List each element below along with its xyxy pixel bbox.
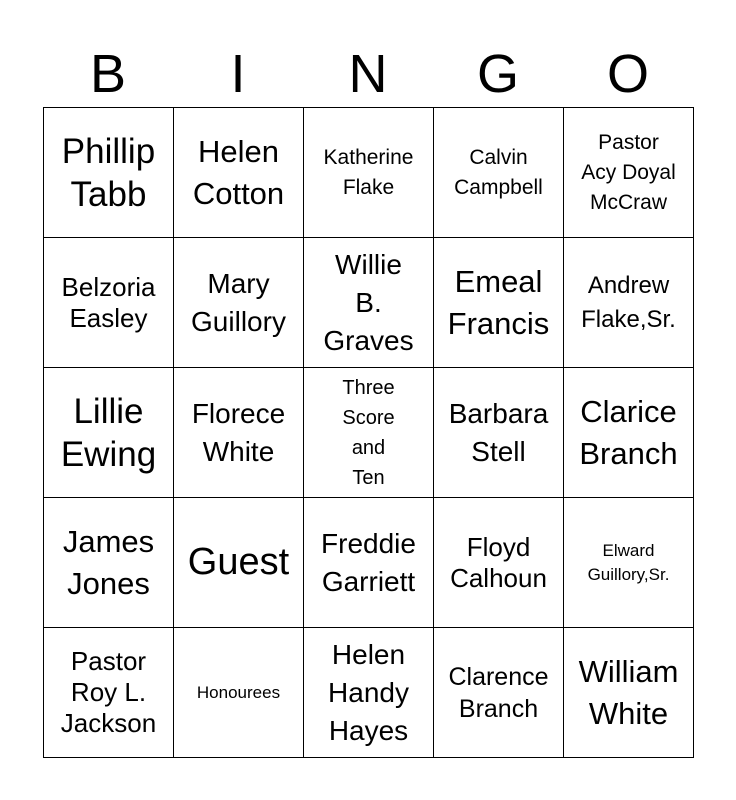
cell-label: Barbara Stell xyxy=(448,397,549,467)
board-row xyxy=(44,108,694,238)
cell-label: Guest xyxy=(187,541,290,583)
bingo-cell xyxy=(174,368,304,498)
board-row xyxy=(44,368,694,498)
bingo-cell xyxy=(434,368,564,498)
bingo-cell xyxy=(564,238,694,368)
cell-label: Emeal Francis xyxy=(447,263,550,341)
cell-label: Phillip Tabb xyxy=(61,131,156,214)
bingo-cell xyxy=(304,108,434,238)
cell-label: Clarice Branch xyxy=(579,393,678,471)
header-letter-b: B xyxy=(89,44,127,104)
cell-label: Andrew Flake,Sr. xyxy=(581,271,676,333)
board-row xyxy=(44,628,694,758)
bingo-cell xyxy=(44,368,174,498)
cell-label: Lillie Ewing xyxy=(60,391,157,474)
bingo-cell xyxy=(564,108,694,238)
bingo-cell xyxy=(304,628,434,758)
cell-label: Honourees xyxy=(196,682,281,702)
cell-label: Three Score and Ten xyxy=(342,376,395,489)
board-row xyxy=(44,498,694,628)
cell-label: Elward Guillory,Sr. xyxy=(587,540,670,584)
cell-label: Katherine Flake xyxy=(323,145,414,199)
header-letter-o: O xyxy=(606,44,649,104)
bingo-cell xyxy=(174,238,304,368)
header-letter-n: N xyxy=(348,44,388,104)
bingo-cell xyxy=(304,238,434,368)
cell-label: Belzoria Easley xyxy=(61,271,156,333)
bingo-cell xyxy=(434,108,564,238)
cell-label: Freddie Garriett xyxy=(321,527,416,597)
cell-label: William White xyxy=(578,653,679,731)
cell-label: Helen Cotton xyxy=(192,133,285,211)
bingo-cell xyxy=(44,108,174,238)
bingo-cell xyxy=(564,368,694,498)
cell-label: Mary Guillory xyxy=(191,267,286,337)
bingo-cell xyxy=(44,628,174,758)
cell-label: Pastor Roy L. Jackson xyxy=(60,646,157,738)
bingo-cell xyxy=(44,238,174,368)
bingo-cell xyxy=(304,498,434,628)
bingo-cell xyxy=(174,498,304,628)
cell-label: Calvin Campbell xyxy=(454,145,543,199)
header-letter-i: I xyxy=(230,44,246,104)
bingo-cell xyxy=(304,368,434,498)
bingo-cell xyxy=(434,238,564,368)
board-row xyxy=(44,238,694,368)
cell-label: James Jones xyxy=(62,523,155,601)
header-letter-g: G xyxy=(476,44,519,104)
cell-label: Willie B. Graves xyxy=(323,248,414,356)
bingo-cell xyxy=(564,628,694,758)
cell-label: Helen Handy Hayes xyxy=(328,638,409,746)
bingo-cell xyxy=(434,498,564,628)
bingo-cell xyxy=(564,498,694,628)
bingo-cell xyxy=(174,108,304,238)
cell-label: Florece White xyxy=(191,397,286,467)
cell-label: Pastor Acy Doyal McCraw xyxy=(581,130,676,214)
cell-label: Floyd Calhoun xyxy=(450,531,547,593)
bingo-header xyxy=(43,40,693,108)
bingo-cell xyxy=(44,498,174,628)
cell-label: Clarence Branch xyxy=(448,662,549,723)
bingo-cell xyxy=(174,628,304,758)
bingo-cell xyxy=(434,628,564,758)
bingo-board xyxy=(43,107,694,758)
